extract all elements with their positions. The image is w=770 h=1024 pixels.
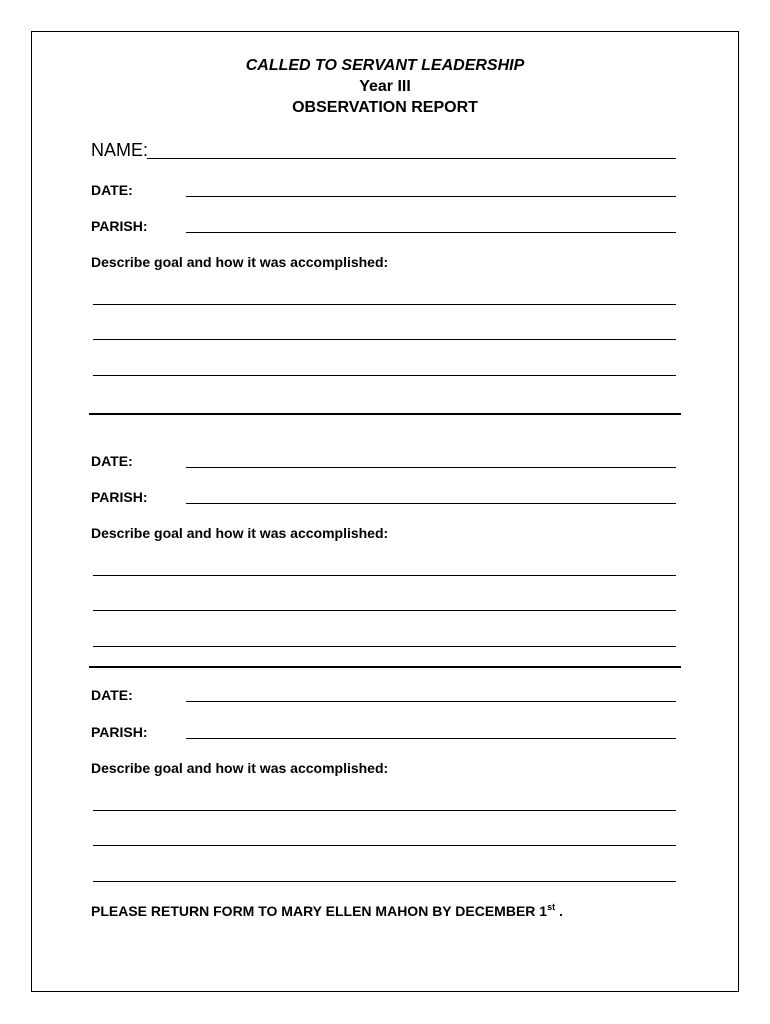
parish-field[interactable]: [186, 738, 676, 739]
date-field[interactable]: [186, 467, 676, 468]
describe-line[interactable]: [93, 375, 676, 376]
date-ordinal-suffix: st: [547, 902, 556, 912]
describe-line[interactable]: [93, 575, 676, 576]
parish-label: PARISH:: [91, 218, 148, 234]
describe-line[interactable]: [93, 845, 676, 846]
describe-line[interactable]: [93, 304, 676, 305]
return-instructions-text: PLEASE RETURN FORM TO MARY ELLEN MAHON BY DECEMBER 1: [91, 903, 548, 919]
name-field[interactable]: [147, 158, 676, 159]
name-label: NAME:: [91, 140, 149, 160]
describe-line[interactable]: [93, 881, 676, 882]
describe-line[interactable]: [93, 339, 676, 340]
describe-label: Describe goal and how it was accomplished:: [91, 254, 389, 270]
describe-line[interactable]: [93, 810, 676, 811]
describe-label: Describe goal and how it was accomplished:: [91, 525, 389, 541]
describe-label: Describe goal and how it was accomplished:: [91, 760, 389, 776]
return-instructions-end: .: [555, 903, 563, 919]
date-field[interactable]: [186, 701, 676, 702]
date-field[interactable]: [186, 196, 676, 197]
year-title: Year III: [359, 78, 411, 95]
section-divider: [89, 413, 681, 415]
describe-line[interactable]: [93, 646, 676, 647]
date-label: DATE:: [91, 687, 133, 703]
parish-field[interactable]: [186, 232, 676, 233]
date-label: DATE:: [91, 453, 133, 469]
parish-label: PARISH:: [91, 724, 148, 740]
return-instructions: [91, 902, 563, 919]
parish-field[interactable]: [186, 503, 676, 504]
describe-line[interactable]: [93, 610, 676, 611]
parish-label: PARISH:: [91, 489, 148, 505]
program-title: CALLED TO SERVANT LEADERSHIP: [245, 57, 525, 74]
date-label: DATE:: [91, 182, 133, 198]
report-title: OBSERVATION REPORT: [292, 99, 478, 116]
section-divider: [89, 666, 681, 668]
form-border: [31, 31, 739, 992]
